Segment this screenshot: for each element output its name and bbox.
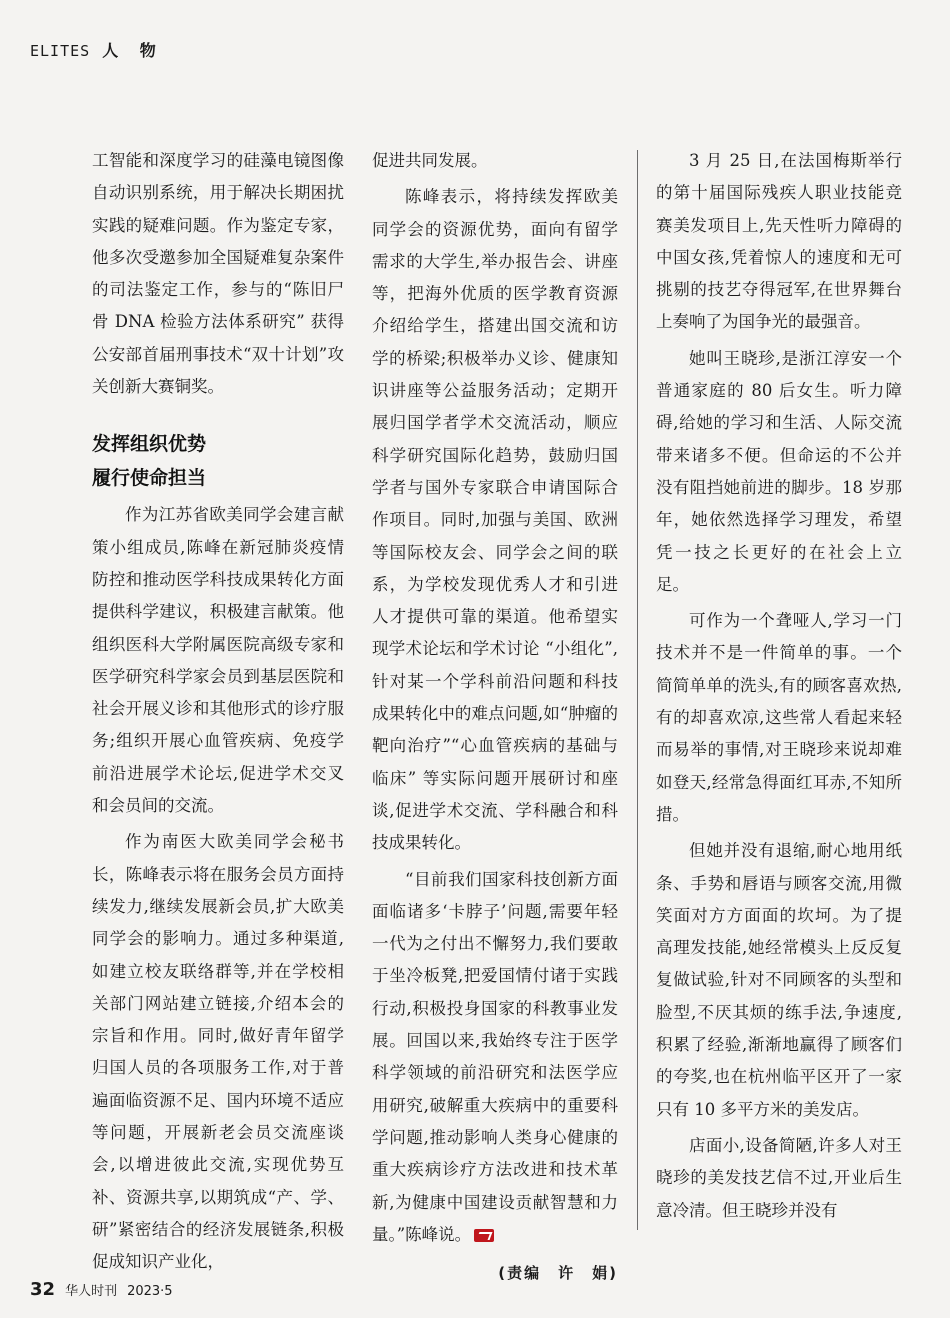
paragraph: 但她并没有退缩,耐心地用纸条、手势和唇语与顾客交流,用微笑面对方方面面的坎坷。为了提高理发技能,她经常模头上反反复复做试验,针对不同顾客的头型和脸型,不厌其烦的练手法,争速度,积累了经验,渐渐地赢得了顾客们的夸奖,也在杭州临平区开了一家只有 10 多平方米的美发店。 [656,841,902,1119]
section-title: 人 物 [102,41,164,60]
article-end-icon [474,1229,494,1242]
article-column-2 [372,145,618,1289]
page-number: 32 [30,1279,56,1300]
paragraph: 陈峰表示，将持续发挥欧美同学会的资源优势，面向有留学需求的大学生,举办报告会、讲座等，把海外优质的医学教育资源介绍给学生，搭建出国交流和访学的桥梁;积极举办义诊、健康知识讲座等公益服务活动；定期开展归国学者学术交流活动，顺应科学研究国际化趋势，鼓励归国学者与国外专家联合申请国际合作项目。同时,加强与美国、欧洲等国际校友会、同学会之间的联系，为学校发现优秀人才和引进人才提供可靠的渠道。他希望实现学术论坛和学术讨论 “小组化”,针对某一个学科前沿问题和科技成果转化中的难点问题,如“肿瘤的靶向治疗”“心血管疾病的基础与临床” 等实际问题开展研讨和座谈,促进学术交流、学科融合和科技成果转化。 [372,187,618,853]
page-header [30,38,164,61]
article-column-3 [656,145,902,1231]
issue-label: 2023·5 [127,1284,173,1299]
paragraph: 作为南医大欧美同学会秘书长，陈峰表示将在服务会员方面持续发力,继续发展新会员,扩大欧美同学会的影响力。通过多种渠道,如建立校友联络群等,并在学校相关部门网站建立链接,介绍本会的宗旨和作用。同时,做好青年留学归国人员的各项服务工作,对于普遍面临资源不足、国内环境不适应等问题，开展新老会员交流座谈会,以增进彼此交流,实现优势互补、资源共享,以期筑成“产、学、研”紧密结合的经济发展链条,积极促成知识产业化， [92,832,344,1272]
paragraph: 可作为一个聋哑人,学习一门技术并不是一件简单的事。一个简简单单的洗头,有的顾客喜欢热,有的却喜欢凉,这些常人看起来轻而易举的事情,对王晓珍来说却难如登天,经常急得面红耳赤,不知所措。 [656,611,902,824]
quote-text: “目前我们国家科技创新方面面临诸多‘卡脖子’问题,需要年轻一代为之付出不懈努力,我们要敢于坐冷板凳,把爱国情付诸于实践行动,积极投身国家的科教事业发展。回国以来,我始终专注于医学科学领域的前沿研究和法医学应用研究,破解重大疾病中的重要科学问题,推动影响人类身心健康的重大疾病诊疗方法改进和技术革新,为健康中国建设贡献智慧和力量。”陈峰说。 [372,869,618,1244]
page-footer [30,1279,173,1300]
magazine-brand: ELITES [30,42,91,60]
magazine-name: 华人时刊 [65,1284,118,1299]
article-column-1 [92,145,344,1283]
paragraph: 她叫王晓珍,是浙江淳安一个普通家庭的 80 后女生。听力障碍,给她的学习和生活、人际交流带来诸多不便。但命运的不公并没有阻挡她前进的脚步。18 岁那年，她依然选择学习理发，希望凭一技之长更好的在社会上立足。 [656,348,902,594]
paragraph: 工智能和深度学习的硅藻电镜图像自动识别系统，用于解决长期困扰实践的疑难问题。作为鉴定专家，他多次受邀参加全国疑难复杂案件的司法鉴定工作，参与的“陈旧尸骨 DNA 检验方法体系研究” 获得公安部首届刑事技术“双十计划”攻关创新大赛铜奖。 [92,151,344,397]
paragraph: 店面小,设备简陋,许多人对王晓珍的美发技艺信不过,开业后生意冷清。但王晓珍并没有 [656,1135,902,1220]
paragraph: 促进共同发展。 [372,151,488,170]
subheading-line-2: 履行使命担当 [92,467,207,490]
paragraph [372,864,618,1252]
column-divider [637,150,638,1230]
subheading-line-1: 发挥组织优势 [92,433,207,456]
subheading [92,427,344,495]
paragraph: 作为江苏省欧美同学会建言献策小组成员,陈峰在新冠肺炎疫情防控和推动医学科技成果转化方面提供科学建议，积极建言献策。他组织医科大学附属医院高级专家和医学研究科学家会员到基层医院和社会开展义诊和其他形式的诊疗服务;组织开展心血管疾病、免疫学前沿进展学术论坛,促进学术交叉和会员间的交流。 [92,505,344,816]
paragraph: 3 月 25 日,在法国梅斯举行的第十届国际残疾人职业技能竞赛美发项目上,先天性听力障碍的中国女孩,凭着惊人的速度和无可挑剔的技艺夺得冠军,在世界舞台上奏响了为国争光的最强音。 [656,151,902,332]
editor-credit: (责编 许 娟) [498,1264,618,1283]
